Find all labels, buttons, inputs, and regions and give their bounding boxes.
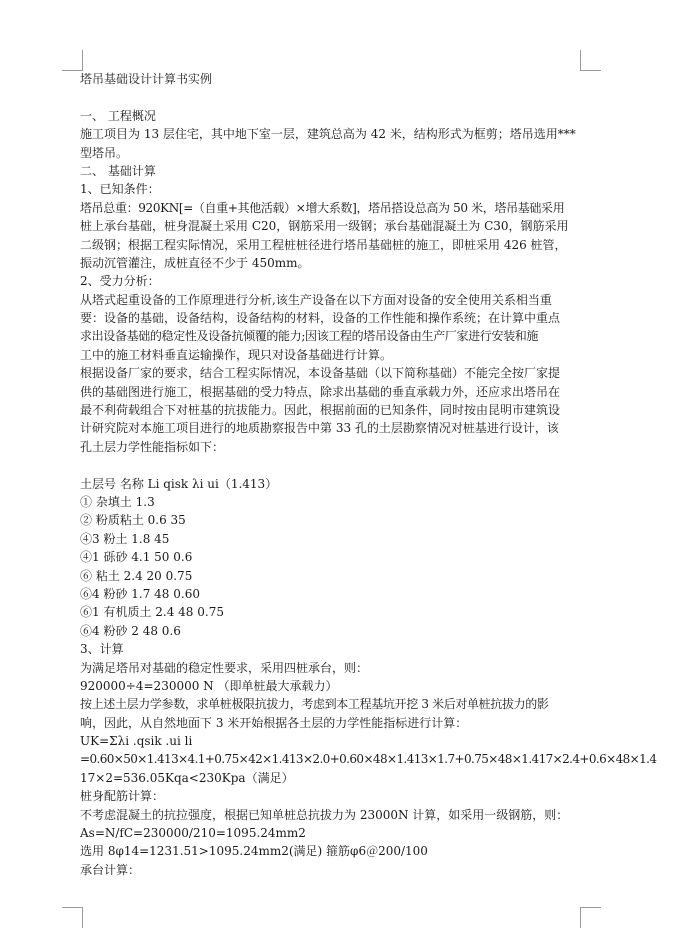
paragraph-line: 振动沉管灌注，成桩直径不少于 450mm。 bbox=[80, 255, 310, 270]
paragraph-line: 按上述土层力学参数，求单桩极限抗拔力，考虑到本工程基坑开挖 3 米后对单桩抗拔力的影 bbox=[80, 697, 549, 712]
section-heading-foundation: 二、 基础计算 bbox=[80, 163, 156, 178]
subsection-heading-pile-reinforcement: 桩身配筋计算： bbox=[80, 789, 165, 804]
crop-mark-top-left bbox=[62, 50, 83, 71]
formula-line: 920000÷4=230000 N （即单桩最大承载力） bbox=[80, 678, 338, 693]
subsection-heading-known: 1、已知条件： bbox=[80, 182, 160, 197]
crop-mark-bottom-left bbox=[62, 907, 83, 928]
crop-mark-top-right bbox=[580, 50, 601, 71]
paragraph-line: 响，因此，从自然地面下 3 米开始根据各土层的力学性能指标进行计算： bbox=[80, 715, 468, 730]
soil-table-row: ② 粉质粘土 0.6 35 bbox=[80, 513, 186, 528]
subsection-heading-cap: 承台计算： bbox=[80, 862, 141, 877]
formula-line: 选用 8φ14=1231.51>1095.24mm2(满足) 箍筋φ6＠200/100 bbox=[80, 844, 428, 859]
paragraph-line: 为满足塔吊对基础的稳定性要求，采用四桩承台，则： bbox=[80, 660, 369, 675]
paragraph-line: 计研究院对本施工项目进行的地质勘察报告中第 33 孔的土层勘察情况对桩基进行设计，该 bbox=[80, 421, 559, 436]
paragraph-line: 不考虑混凝土的抗拉强度，根据已知单桩总抗拔力为 23000N 计算，如采用一级钢筋，则： bbox=[80, 807, 569, 822]
paragraph-line: 要：设备的基础，设备结构，设备结构的材料，设备的工作性能和操作系统；在计算中重点 bbox=[80, 311, 561, 326]
formula-line: As=N/fC=230000/210=1095.24mm2 bbox=[80, 826, 306, 841]
paragraph-line: 工中的施工材料垂直运输操作，现只对设备基础进行计算。 bbox=[80, 347, 393, 362]
paragraph-line: 塔吊总重：920KN[=（自重+其他活载）×增大系数]，塔吊搭设总高为 50 米，塔吊基础采用 bbox=[80, 200, 565, 215]
paragraph-line: 供的基础图进行施工，根据基础的受力特点，除求出基础的垂直承载力外，还应求出塔吊在 bbox=[80, 384, 561, 399]
soil-table-row: ⑥4 粉砂 1.7 48 0.60 bbox=[80, 586, 200, 601]
formula-line: =0.60×50×1.413×4.1+0.75×42×1.413×2.0+0.60×48×1.413×1.7+0.75×48×1.417×2.4+0.6×48×1.4 bbox=[80, 752, 657, 767]
document-body bbox=[80, 70, 657, 879]
paragraph-line: 求出设备基础的稳定性及设备抗倾覆的能力;因该工程的塔吊设备由生产厂家进行安装和施 bbox=[80, 329, 539, 344]
paragraph-line: 孔土层力学性能指标如下： bbox=[80, 439, 225, 454]
soil-table-row: ⑥ 粘土 2.4 20 0.75 bbox=[80, 568, 193, 583]
document-title: 塔吊基础设计计算书实例 bbox=[80, 72, 213, 86]
formula-line: UK=Σλi .qsik .ui li bbox=[80, 734, 193, 749]
soil-table-header: 土层号 名称 Li qisk λi ui（1.413） bbox=[80, 476, 278, 491]
section-heading-overview: 一、 工程概况 bbox=[80, 108, 156, 123]
soil-table-row: ⑥1 有机质土 2.4 48 0.75 bbox=[80, 605, 224, 620]
soil-table-row: ④3 粉土 1.8 45 bbox=[80, 531, 170, 546]
soil-table-row: ① 杂填土 1.3 bbox=[80, 494, 155, 509]
formula-line: 17×2=536.05Kqa<230Kpa（满足） bbox=[80, 770, 294, 785]
paragraph-line: 施工项目为 13 层住宅，其中地下室一层，建筑总高为 42 米，结构形式为框剪；塔吊选用*** bbox=[80, 127, 576, 142]
paragraph-line: 最不利荷载组合下对桩基的抗拔能力。因此，根据前面的已知条件，同时按由昆明市建筑设 bbox=[80, 403, 561, 418]
subsection-heading-calc: 3、计算 bbox=[80, 642, 124, 657]
paragraph-line: 型塔吊。 bbox=[80, 145, 129, 160]
paragraph-line: 根据设备厂家的要求，结合工程实际情况，本设备基础（以下简称基础）不能完全按厂家提 bbox=[80, 366, 561, 381]
soil-table-row: ④1 砾砂 4.1 50 0.6 bbox=[80, 550, 193, 565]
crop-mark-bottom-right bbox=[580, 907, 601, 928]
paragraph-line: 从塔式起重设备的工作原理进行分析,该生产设备在以下方面对设备的安全使用关系相当重 bbox=[80, 292, 552, 307]
soil-table-row: ⑥4 粉砂 2 48 0.6 bbox=[80, 623, 181, 638]
subsection-heading-force: 2、受力分析： bbox=[80, 274, 160, 289]
paragraph-line: 桩上承台基础，桩身混凝土采用 C20，钢筋采用一级钢；承台基础混凝土为 C30，钢筋采用 bbox=[80, 219, 569, 234]
paragraph-line: 二级钢；根据工程实际情况，采用工程桩桩径进行塔吊基础桩的施工，即桩采用 426 桩管， bbox=[80, 237, 567, 252]
